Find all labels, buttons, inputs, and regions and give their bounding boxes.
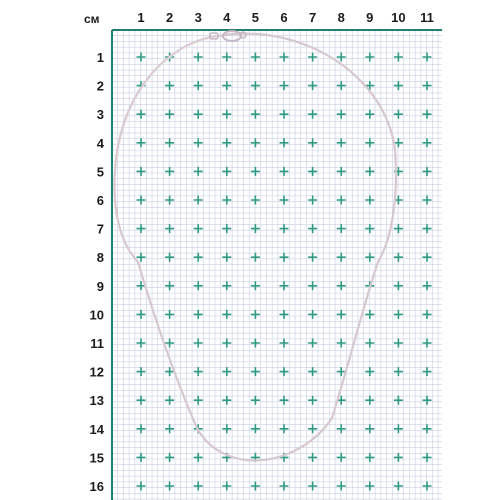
- y-label-3: 3: [96, 107, 104, 123]
- x-label-11: 11: [420, 10, 434, 25]
- y-label-15: 15: [89, 450, 104, 466]
- y-label-7: 7: [96, 221, 104, 237]
- x-label-8: 8: [337, 10, 345, 25]
- x-axis-labels: [137, 10, 433, 25]
- graph-paper: [112, 30, 442, 500]
- y-label-12: 12: [89, 364, 104, 380]
- x-label-1: 1: [137, 10, 145, 25]
- y-label-9: 9: [96, 278, 104, 294]
- x-label-10: 10: [391, 10, 406, 25]
- y-label-8: 8: [96, 250, 104, 266]
- x-label-7: 7: [308, 10, 317, 25]
- x-label-5: 5: [251, 10, 260, 25]
- x-label-6: 6: [280, 10, 288, 25]
- y-label-10: 10: [89, 307, 104, 323]
- x-label-2: 2: [165, 10, 174, 25]
- y-label-16: 16: [89, 479, 104, 494]
- x-label-3: 3: [194, 10, 202, 25]
- y-label-1: 1: [96, 50, 104, 65]
- y-label-4: 4: [96, 135, 104, 151]
- y-label-11: 11: [90, 336, 104, 351]
- x-label-9: 9: [366, 10, 374, 25]
- y-label-5: 5: [96, 164, 104, 180]
- y-label-6: 6: [96, 193, 104, 208]
- y-label-2: 2: [96, 78, 104, 94]
- y-label-14: 14: [89, 421, 104, 437]
- y-label-13: 13: [89, 393, 104, 409]
- unit-label: см: [84, 12, 100, 26]
- y-axis-labels: [90, 50, 105, 494]
- x-label-4: 4: [223, 10, 231, 25]
